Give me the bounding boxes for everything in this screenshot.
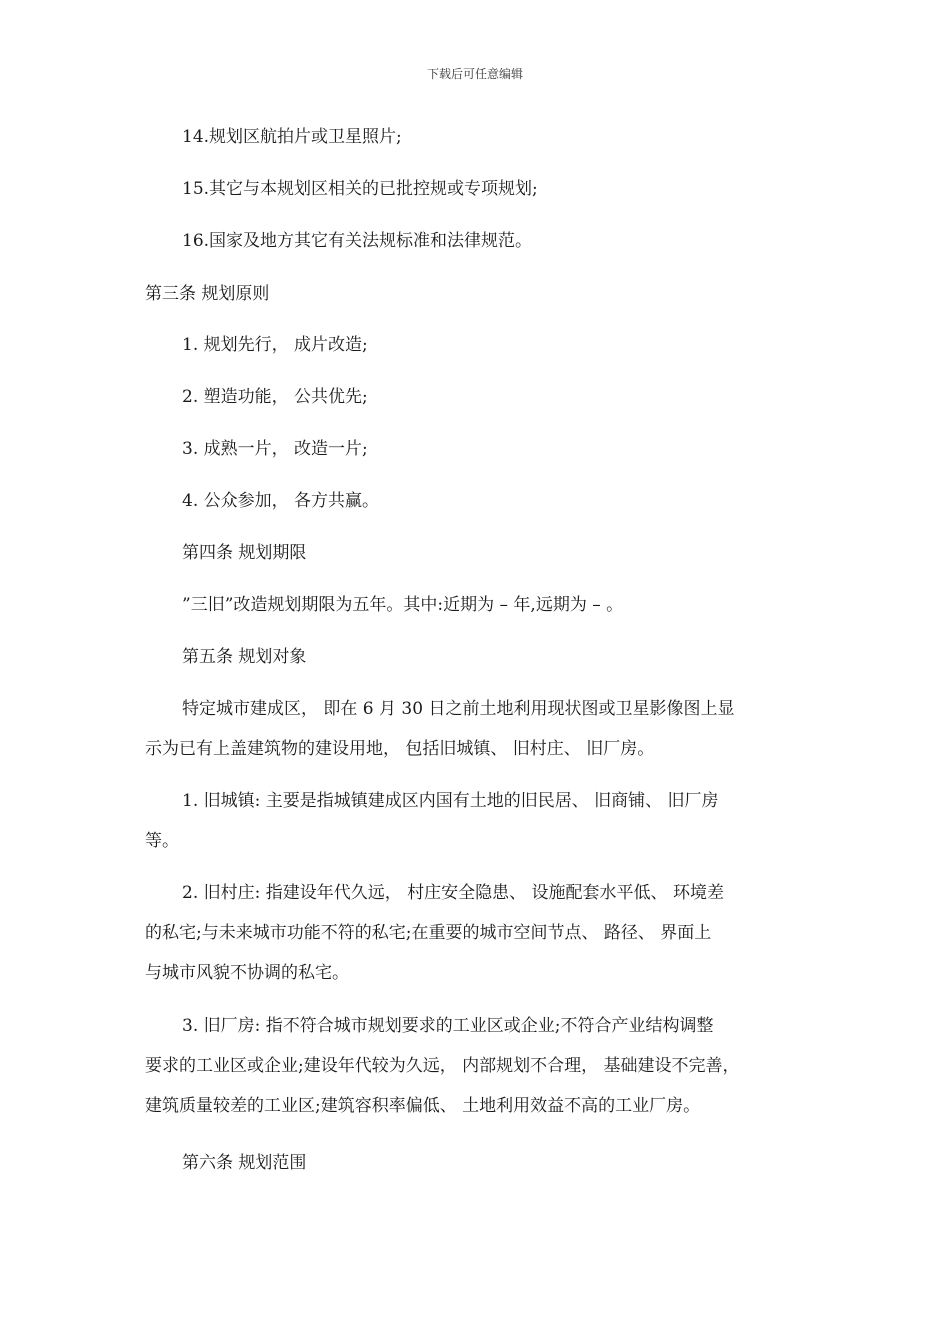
item-16: 16.国家及地方其它有关法规标准和法律规范。 (182, 231, 533, 251)
object-paragraph-line-2: 示为已有上盖建筑物的建设用地， 包括旧城镇、 旧村庄、 旧厂房。 (145, 739, 655, 759)
item-14: 14.规划区航拍片或卫星照片; (182, 127, 402, 147)
old-factory-line-2: 要求的工业区或企业;建设年代较为久远， 内部规划不合理， 基础建设不完善， (145, 1056, 740, 1076)
old-town-line-1: 1. 旧城镇: 主要是指城镇建成区内国有土地的旧民居、 旧商铺、 旧厂房 (182, 791, 719, 811)
page-header: 下载后可任意编辑 (426, 67, 523, 81)
principle-4: 4. 公众参加， 各方共赢。 (182, 491, 380, 511)
principle-3: 3. 成熟一片， 改造一片; (182, 439, 368, 459)
old-factory-line-3: 建筑质量较差的工业区;建筑容积率偏低、 土地利用效益不高的工业厂房。 (145, 1096, 701, 1116)
heading-article-4: 第四条 规划期限 (182, 543, 307, 563)
item-15: 15.其它与本规划区相关的已批控规或专项规划; (182, 179, 538, 199)
old-village-line-3: 与城市风貌不协调的私宅。 (145, 963, 349, 983)
old-factory-line-1: 3. 旧厂房: 指不符合城市规划要求的工业区或企业;不符合产业结构调整 (182, 1016, 714, 1036)
old-village-line-1: 2. 旧村庄: 指建设年代久远， 村庄安全隐患、 设施配套水平低、 环境差 (182, 883, 724, 903)
period-paragraph: ”三旧”改造规划期限为五年。其中:近期为 – 年,远期为 – 。 (182, 595, 624, 615)
heading-article-6: 第六条 规划范围 (182, 1153, 307, 1173)
principle-1: 1. 规划先行， 成片改造; (182, 335, 368, 355)
heading-article-3: 第三条 规划原则 (145, 284, 270, 304)
old-village-line-2: 的私宅;与未来城市功能不符的私宅;在重要的城市空间节点、 路径、 界面上 (145, 923, 712, 943)
old-town-line-2: 等。 (145, 831, 179, 851)
object-paragraph-line-1: 特定城市建成区， 即在 6 月 30 日之前土地利用现状图或卫星影像图上显 (182, 699, 735, 719)
principle-2: 2. 塑造功能， 公共优先; (182, 387, 368, 407)
heading-article-5: 第五条 规划对象 (182, 647, 307, 667)
